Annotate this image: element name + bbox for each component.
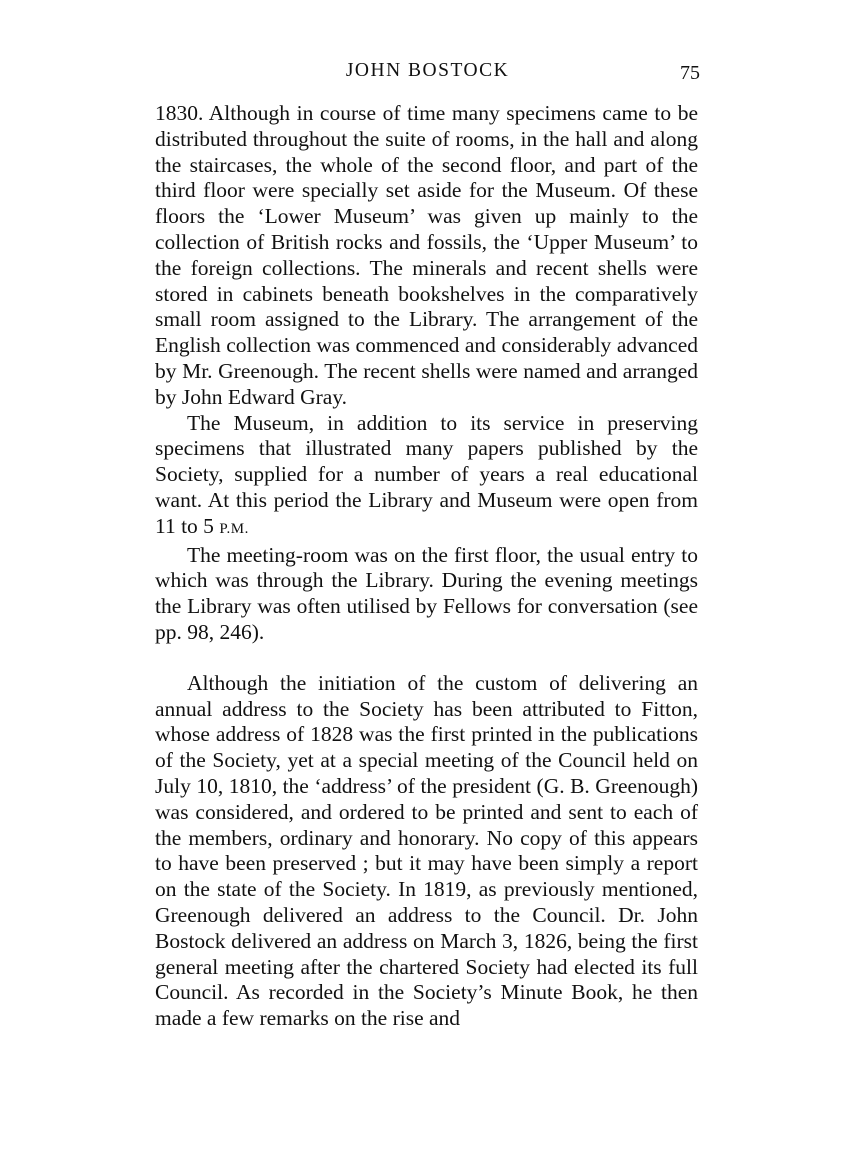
page-number: 75 — [680, 62, 700, 84]
running-title: JOHN BOSTOCK — [345, 60, 510, 81]
paragraph-museum-floors: 1830. Although in course of time many specimens came to be distributed throughout the suite of rooms, in the hall and along the staircases, the whole of the second floor, and part of the third floor were specially set aside for the Museum. Of these floors the ‘Lower Museum’ was given up mainly to the collection of British rocks and fossils, the ‘Upper Museum’ to the foreign collections. The minerals and recent shells were stored in cabinets beneath bookshelves in the comparatively small room assigned to the Library. The arrangement of the English collection was commenced and considerably advanced by Mr. Greenough. The recent shells were named and arranged by John Edward Gray. — [155, 101, 698, 409]
paragraph-meeting-room: The meeting-room was on the first floor, the usual entry to which was through the Library. During the evening meetings the Library was often utilised by Fellows for conversation (see pp. 98, 246). — [155, 542, 698, 644]
paragraph-museum-service-text: The Museum, in addition to its service in preserving specimens that illustrated many papers published by the Society, supplied for a number of years a real educational want. At this period the Library and Museum were open from 11 to 5 — [155, 410, 698, 538]
time-suffix: P.M. — [219, 520, 249, 537]
paragraph-museum-service — [155, 411, 698, 543]
body-text — [155, 101, 698, 1032]
running-head — [155, 60, 700, 90]
paragraph-annual-address: Although the initiation of the custom of delivering an annual address to the Society has been attributed to Fitton, whose address of 1828 was the first printed in the publications of the Society, yet at a special meeting of the Council held on July 10, 1810, the ‘address’ of the president (G. B. Greenough) was considered, and ordered to be printed and sent to each of the members, ordinary and honorary. No copy of this appears to have been preserved ; but it may have been simply a report on the state of the Society. In 1819, as previously mentioned, Greenough delivered an address to the Council. Dr. John Bostock delivered an address on March 3, 1826, being the first general meeting after the chartered Society had elected its full Council. As recorded in the Society’s Minute Book, he then made a few remarks on the rise and — [155, 670, 698, 1031]
